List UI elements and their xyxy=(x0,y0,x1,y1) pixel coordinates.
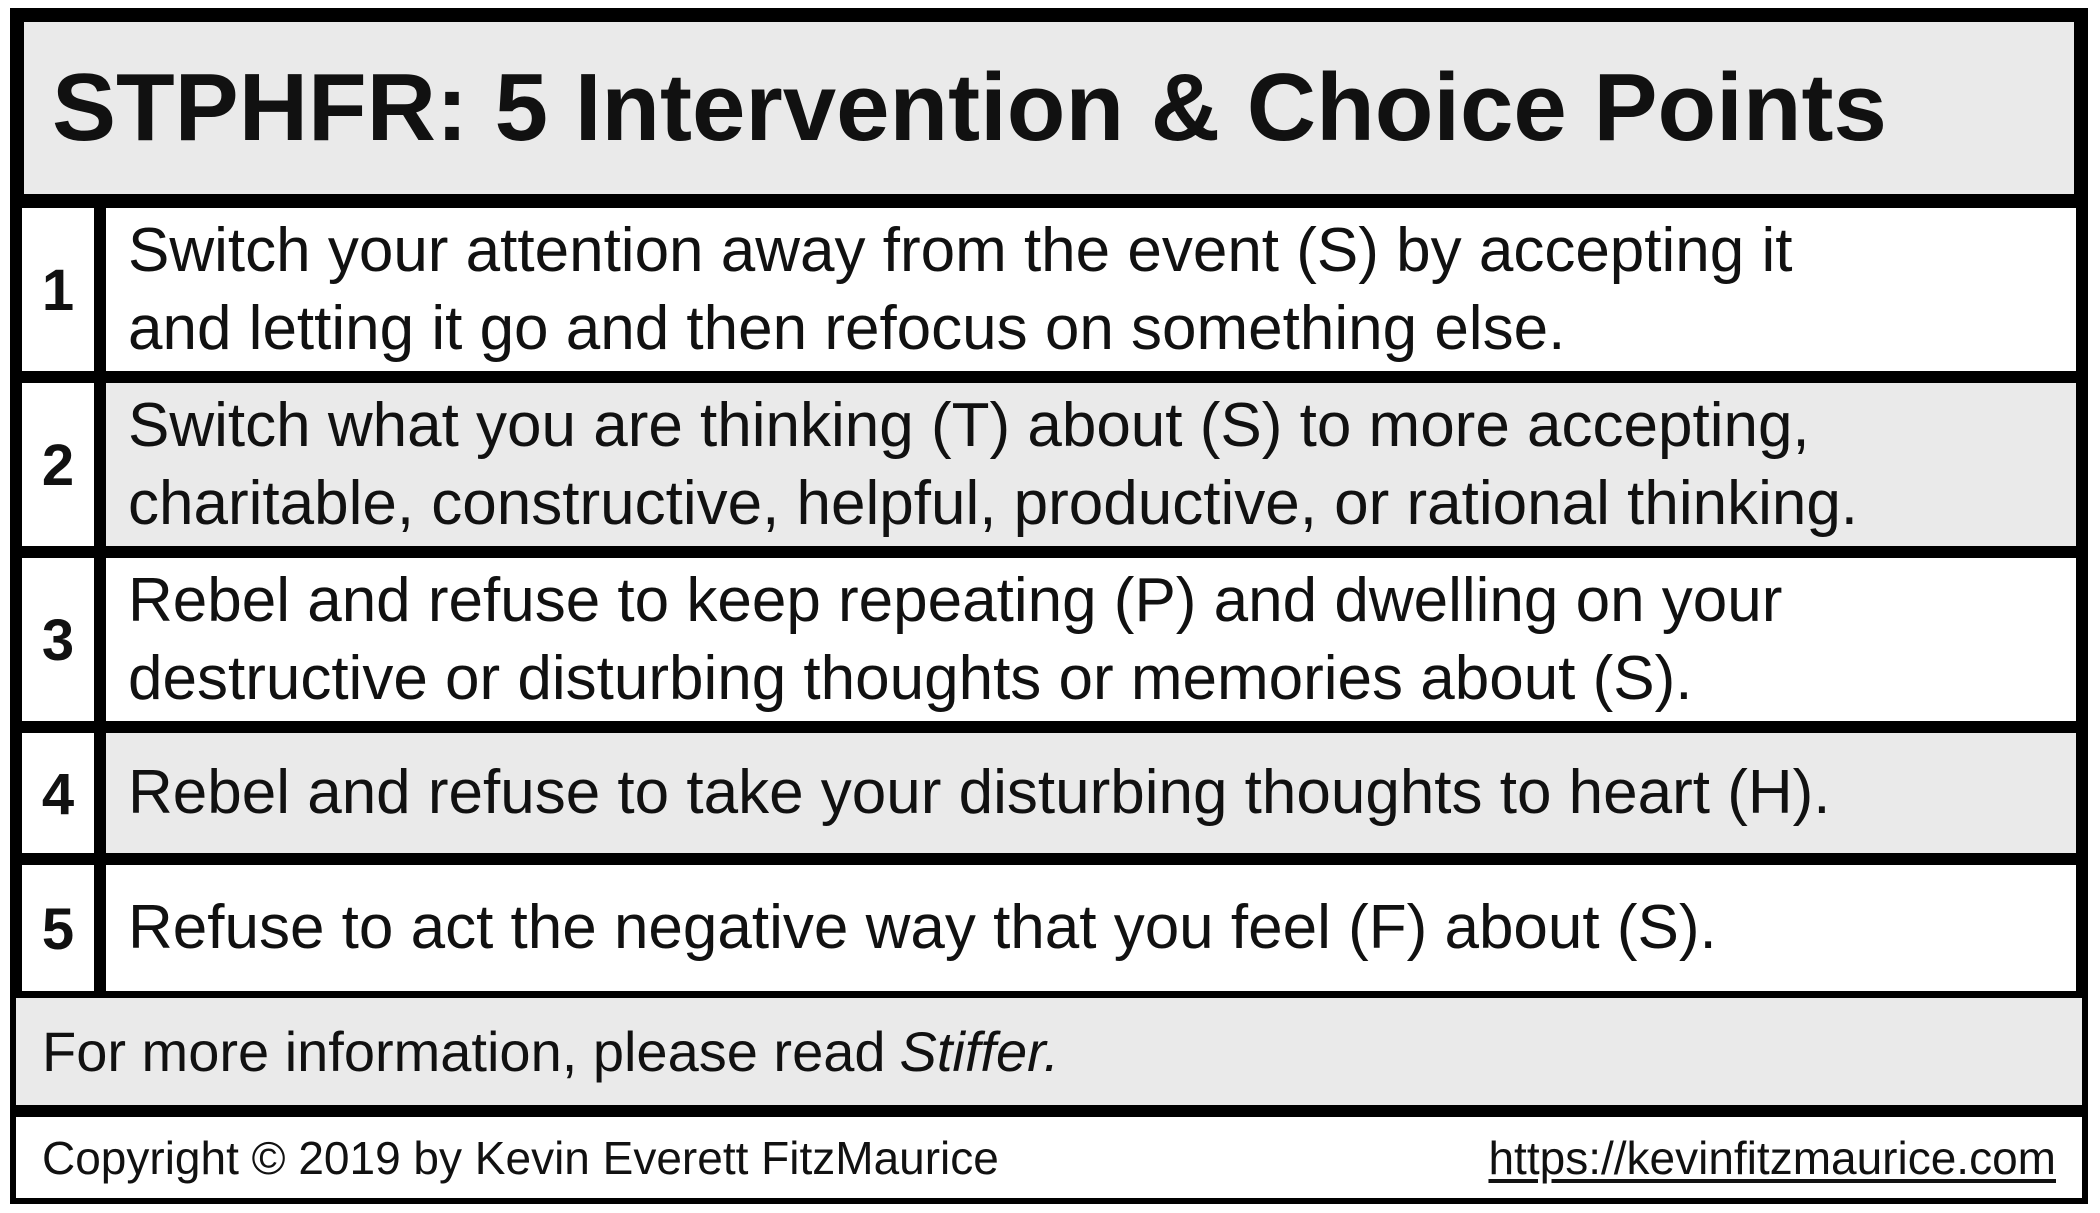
copyright-bar xyxy=(10,1111,2088,1204)
point-text xyxy=(106,558,2076,721)
point-text-line: charitable, constructive, helpful, productive, or rational thinking. xyxy=(128,468,1859,538)
point-text xyxy=(106,865,2076,991)
point-text xyxy=(106,383,2076,546)
more-info-note xyxy=(10,998,2088,1111)
point-number: 1 xyxy=(22,208,106,371)
info-card xyxy=(10,8,2088,1204)
point-number: 4 xyxy=(22,733,106,853)
title-banner xyxy=(10,8,2088,208)
list-item xyxy=(10,865,2088,1003)
point-text-line: Switch what you are thinking (T) about (S) to more accepting, xyxy=(128,390,1810,460)
point-text-line: Switch your attention away from the event (S) by accepting it xyxy=(128,215,1793,285)
point-text-line: and letting it go and then refocus on something else. xyxy=(128,293,1566,363)
book-title: Stiffer. xyxy=(899,1020,1060,1083)
point-text xyxy=(106,208,2076,371)
list-item xyxy=(10,733,2088,865)
point-text-line: Rebel and refuse to take your disturbing thoughts to heart (H). xyxy=(128,758,1831,827)
point-text-line: Rebel and refuse to keep repeating (P) and dwelling on your xyxy=(128,565,1783,635)
page-title: STPHFR: 5 Intervention & Choice Points xyxy=(52,54,1887,161)
point-text-line: Refuse to act the negative way that you feel (F) about (S). xyxy=(128,893,1717,962)
list-item xyxy=(10,558,2088,733)
point-number: 3 xyxy=(22,558,106,721)
point-text-line: destructive or disturbing thoughts or memories about (S). xyxy=(128,643,1693,713)
point-text xyxy=(106,733,2076,853)
list-item xyxy=(10,383,2088,558)
point-number: 5 xyxy=(22,865,106,991)
list-item xyxy=(10,208,2088,383)
website-link[interactable]: https://kevinfitzmaurice.com xyxy=(1488,1131,2056,1184)
choice-points-list xyxy=(10,208,2088,1003)
more-info-text: For more information, please read xyxy=(42,1020,886,1083)
copyright-text: Copyright © 2019 by Kevin Everett FitzMaurice xyxy=(42,1131,999,1184)
point-number: 2 xyxy=(22,383,106,546)
